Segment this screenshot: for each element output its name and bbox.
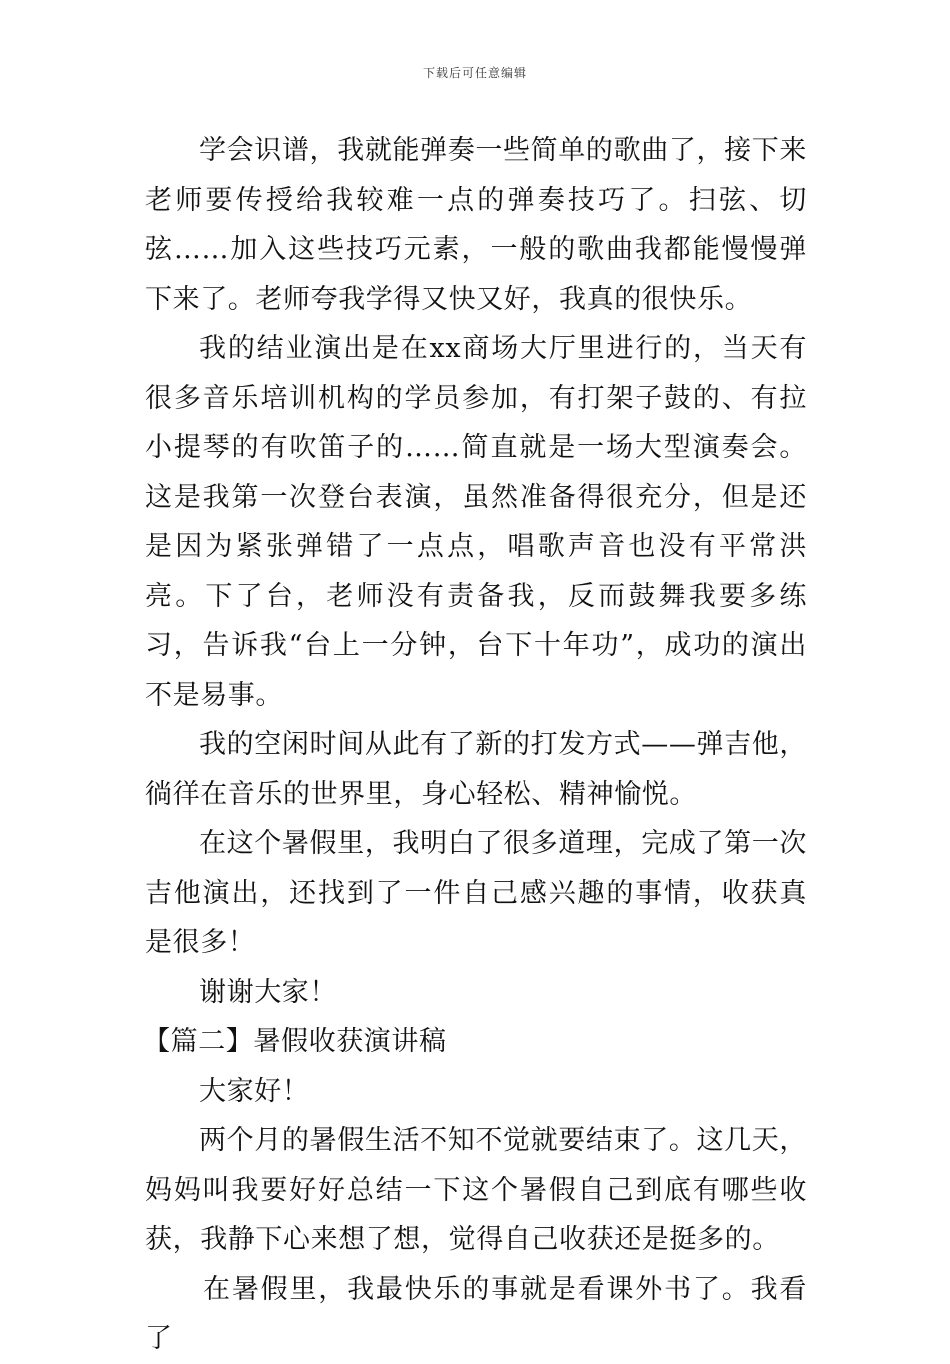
document-body xyxy=(145,126,807,1364)
paragraph-summer-ending: 两个月的暑假生活不知不觉就要结束了。这几天，妈妈叫我要好好总结一下这个暑假自己到底有哪些收获，我静下心来想了想，觉得自己收获还是挺多的。 xyxy=(145,1125,807,1255)
paragraph-summer-summary: 在这个暑假里，我明白了很多道理，完成了第一次吉他演出，还找到了一件自己感兴趣的事情，收获真是很多！ xyxy=(145,828,807,958)
paragraph-greeting: 大家好！ xyxy=(199,1075,310,1107)
paragraph-thanks: 谢谢大家！ xyxy=(199,976,337,1008)
section-title: 【篇二】暑假收获演讲稿 xyxy=(143,1026,447,1057)
page-header: 下载后可任意编辑 xyxy=(422,66,527,80)
paragraph-graduation-performance: 我的结业演出是在xx商场大厅里进行的，当天有很多音乐培训机构的学员参加，有打架子鼓的、有拉小提琴的有吹笛子的……简直就是一场大型演奏会。这是我第一次登台表演，虽然准备得很充分，但是还是因为紧张弹错了一点点，唱歌声音也没有平常洪亮。下了台，老师没有责备我，反而鼓舞我要多练习，告诉我“台上一分钟，台下十年功”，成功的演出不是易事。 xyxy=(145,333,807,711)
paragraph-reading: 在暑假里，我最快乐的事就是看课外书了。我看了 xyxy=(145,1273,807,1354)
paragraph-free-time: 我的空闲时间从此有了新的打发方式——弹吉他，徜徉在音乐的世界里，身心轻松、精神愉悦。 xyxy=(145,729,807,810)
paragraph-learning-chords: 学会识谱，我就能弹奏一些简单的歌曲了，接下来老师要传授给我较难一点的弹奏技巧了。扫弦、切弦……加入这些技巧元素，一般的歌曲我都能慢慢弹下来了。老师夸我学得又快又好，我真的很快乐。 xyxy=(145,135,807,315)
